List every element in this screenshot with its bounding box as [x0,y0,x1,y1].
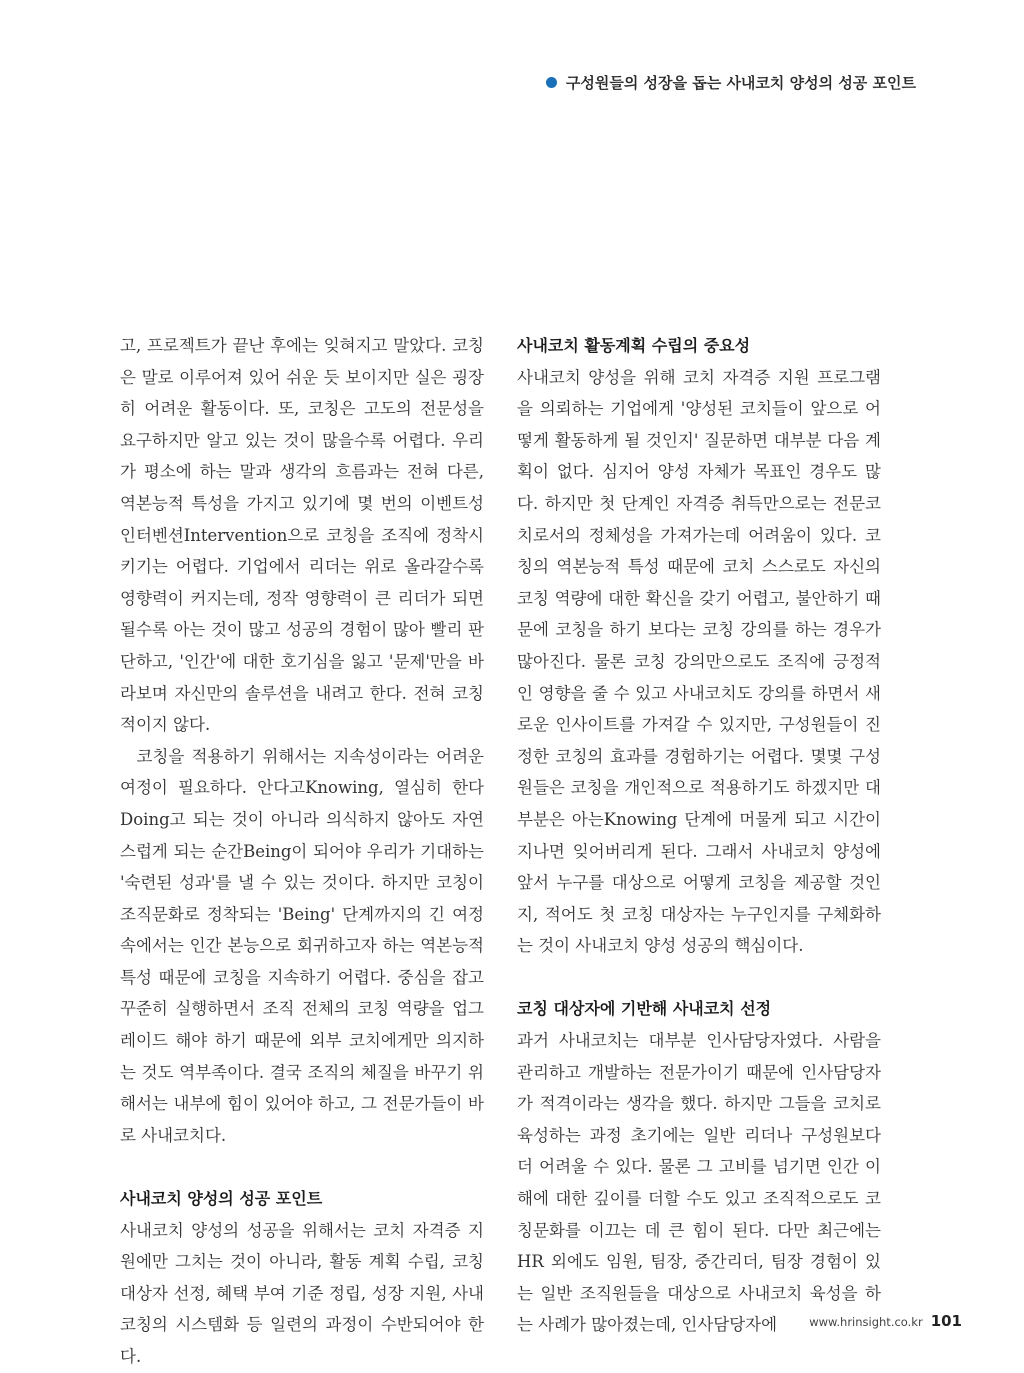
page-footer [809,1312,962,1330]
section-heading: 사내코치 양성의 성공 포인트 [120,1189,323,1209]
body-paragraph: 사내코치 양성을 위해 코치 자격증 지원 프로그램을 의뢰하는 기업에게 '양성된 코치들이 앞으로 어떻게 활동하게 될 것인지' 질문하면 대부분 다음 계획이 없다. 심지어 양성 자체가 목표인 경우도 많다. 하지만 첫 단계인 자격증 취득만으로는 전문코치로서의 정체성을 가져가는데 어려움이 있다. 코칭의 역본능적 특성 때문에 코치 스스로도 자신의 코칭 역량에 대한 확신을 갖기 어렵고, 불안하기 때문에 코칭을 하기 보다는 코칭 강의를 하는 경우가 많아진다. 물론 코칭 강의만으로도 조직에 긍정적인 영향을 줄 수 있고 사내코치도 강의를 하면서 새로운 인사이트를 가져갈 수 있지만, 구성원들이 진정한 코칭의 효과를 경험하기는 어렵다. 몇몇 구성원들은 코칭을 개인적으로 적용하기도 하겠지만 대부분은 아는Knowing 단계에 머물게 되고 시간이 지나면 잊어버리게 된다. 그래서 사내코치 양성에 앞서 누구를 대상으로 어떻게 코칭을 제공할 것인지, 적어도 첫 코칭 대상자는 누구인지를 구체화하는 것이 사내코치 양성 성공의 핵심이다. [517,367,881,956]
page-number: 101 [930,1312,962,1330]
website-url: www.hrinsight.co.kr [809,1315,923,1329]
bullet-dot-icon [546,77,557,88]
section-heading: 사내코치 활동계획 수립의 중요성 [517,336,751,355]
section-heading: 코칭 대상자에 기반해 사내코치 선정 [517,999,772,1019]
left-column [120,330,484,1373]
body-paragraph: 사내코치 양성의 성공을 위해서는 코치 자격증 지원에만 그치는 것이 아니라, 활동 계획 수립, 코칭 대상자 선정, 혜택 부여 기준 정립, 성장 지원, 사내코칭의 시스템화 등 일련의 과정이 수반되어야 한다. [120,1220,484,1366]
running-title: 구성원들의 성장을 돕는 사내코치 양성의 성공 포인트 [565,74,916,92]
body-paragraph: 고, 프로젝트가 끝난 후에는 잊혀지고 말았다. 코칭은 말로 이루어져 있어 쉬운 듯 보이지만 실은 굉장히 어려운 활동이다. 또, 코칭은 고도의 전문성을 요구하지만 알고 있는 것이 많을수록 어렵다. 우리가 평소에 하는 말과 생각의 흐름과는 전혀 다른, 역본능적 특성을 가지고 있기에 몇 번의 이벤트성 인터벤션Intervention으로 코칭을 조직에 정착시키기는 어렵다. 기업에서 리더는 위로 올라갈수록 영향력이 커지는데, 정작 영향력이 큰 리더가 되면 될수록 아는 것이 많고 성공의 경험이 많아 빨리 판단하고, '인간'에 대한 호기심을 잃고 '문제'만을 바라보며 자신만의 솔루션을 내려고 한다. 전혀 코칭적이지 않다. [120,336,484,735]
body-paragraph: 과거 사내코치는 대부분 인사담당자였다. 사람을 관리하고 개발하는 전문가이기 때문에 인사담당자가 적격이라는 생각을 했다. 하지만 그들을 코치로 육성하는 과정 초기에는 일반 리더나 구성원보다 더 어려울 수 있다. 물론 그 고비를 넘기면 인간 이해에 대한 깊이를 더할 수도 있고 조직적으로도 코칭문화를 이끄는 데 큰 힘이 된다. 다만 최근에는 HR 외에도 임원, 팀장, 중간리더, 팀장 경험이 있는 일반 조직원들을 대상으로 사내코치 육성을 하는 사례가 많아졌는데, 인사담당자에 [517,1031,881,1335]
running-header [546,72,916,93]
body-paragraph: 코칭을 적용하기 위해서는 지속성이라는 어려운 여정이 필요하다. 안다고Knowing, 열심히 한다Doing고 되는 것이 아니라 의식하지 않아도 자연스럽게 되는 순간Being이 되어야 우리가 기대하는 '숙련된 성과'를 낼 수 있는 것이다. 하지만 코칭이 조직문화로 정착되는 'Being' 단계까지의 긴 여정 속에서는 인간 본능으로 회귀하고자 하는 역본능적 특성 때문에 코칭을 지속하기 어렵다. 중심을 잡고 꾸준히 실행하면서 조직 전체의 코칭 역량을 업그레이드 해야 하기 때문에 외부 코치에게만 의지하는 것도 역부족이다. 결국 조직의 체질을 바꾸기 위해서는 내부에 힘이 있어야 하고, 그 전문가들이 바로 사내코치다. [120,746,484,1145]
right-column [517,330,881,1341]
